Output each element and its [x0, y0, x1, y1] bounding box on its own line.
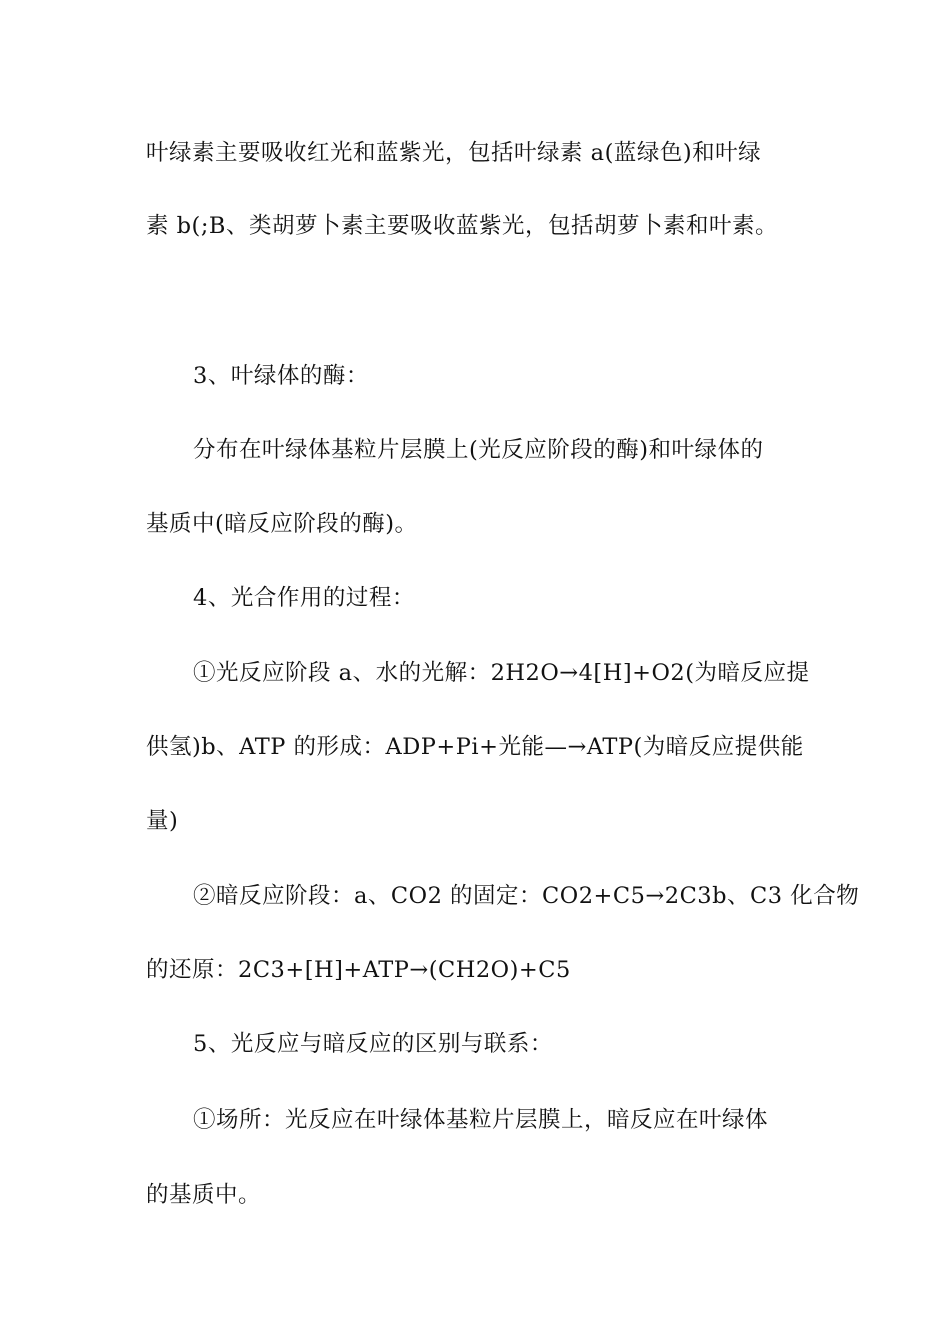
- text-line: 素 b(;B、类胡萝卜素主要吸收蓝紫光，包括胡萝卜素和叶素。: [146, 213, 778, 239]
- text-line: 量): [146, 808, 179, 834]
- section-heading: 4、光合作用的过程：: [193, 585, 415, 611]
- section-heading: 5、光反应与暗反应的区别与联系：: [193, 1031, 553, 1057]
- text-line: 叶绿素主要吸收红光和蓝紫光，包括叶绿素 a(蓝绿色)和叶绿: [146, 140, 762, 166]
- text-line: ①场所：光反应在叶绿体基粒片层膜上，暗反应在叶绿体: [193, 1107, 769, 1133]
- text-line: ①光反应阶段 a、水的光解：2H2O→4[H]+O2(为暗反应提: [193, 660, 810, 686]
- text-line: 的基质中。: [146, 1182, 262, 1208]
- section-heading: 3、叶绿体的酶：: [193, 363, 369, 389]
- text-line: 供氢)b、ATP 的形成：ADP+Pi+光能—→ATP(为暗反应提供能: [146, 734, 804, 760]
- text-line: ②暗反应阶段：a、CO2 的固定：CO2+C5→2C3b、C3 化合物: [193, 883, 860, 909]
- text-line: 分布在叶绿体基粒片层膜上(光反应阶段的酶)和叶绿体的: [193, 437, 764, 463]
- text-line: 的还原：2C3+[H]+ATP→(CH2O)+C5: [146, 957, 571, 983]
- text-line: 基质中(暗反应阶段的酶)。: [146, 511, 418, 537]
